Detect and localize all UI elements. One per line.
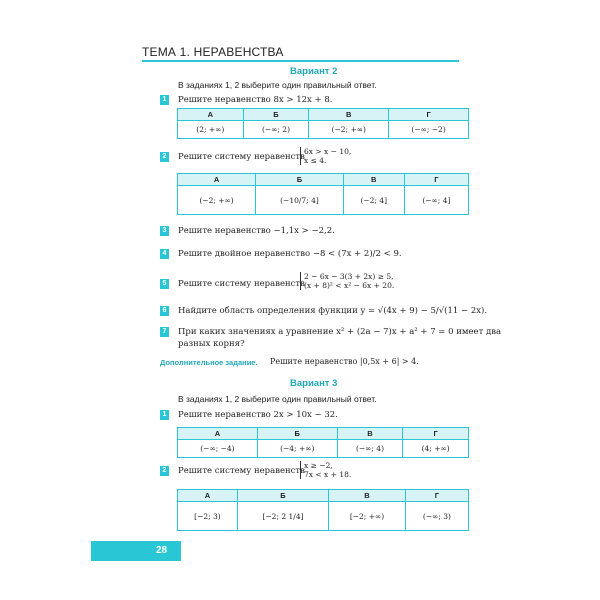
task-text: Решите систему неравенств	[178, 152, 305, 162]
answer-header: Г	[404, 174, 468, 186]
answer-option: (−∞; 3)	[405, 502, 468, 531]
answer-header: Г	[405, 490, 468, 502]
v3-task-1-answers	[177, 427, 469, 458]
system-line: 7x < x + 18.	[304, 470, 352, 479]
answer-header: Б	[243, 109, 309, 121]
answer-option: (−10/7; 4]	[256, 186, 344, 215]
answer-header: Г	[403, 428, 469, 440]
task-text: Решите систему неравенств	[178, 279, 305, 289]
answer-option: (−∞; −4)	[178, 440, 258, 458]
answer-option: [−2; 2 1/4]	[237, 502, 328, 531]
answer-header: Б	[256, 174, 344, 186]
answer-header: Б	[257, 428, 337, 440]
answer-header: В	[343, 174, 404, 186]
answer-option: (−4; +∞)	[257, 440, 337, 458]
answer-option: (−∞; 4]	[404, 186, 468, 215]
answer-header: В	[309, 109, 389, 121]
task-number: 4	[160, 249, 169, 259]
system-line: x ≤ 4.	[304, 156, 327, 165]
answer-header: А	[178, 109, 244, 121]
task-number: 6	[160, 306, 169, 316]
task-number: 7	[160, 327, 169, 337]
page-number-bar	[91, 541, 181, 561]
answer-header: А	[178, 428, 258, 440]
answer-header: В	[329, 490, 406, 502]
task-number: 3	[160, 226, 169, 236]
answer-option: (−∞; 4)	[337, 440, 403, 458]
system-line: x ≥ −2,	[304, 461, 333, 470]
v3-task-2-answers	[177, 489, 469, 531]
system-line: 2 − 6x − 3(3 + 2x) ≥ 5,	[304, 272, 394, 281]
theme-title: ТЕМА 1. НЕРАВЕНСТВА	[142, 45, 284, 59]
task-number: 1	[160, 410, 169, 420]
system-line: 6x > x − 10,	[304, 147, 352, 156]
answer-header: А	[178, 490, 238, 502]
variant-2-title: Вариант 2	[290, 66, 338, 77]
v2-task-1-answers	[177, 108, 469, 139]
extra-task-text: Решите неравенство |0,5x + 6| > 4.	[270, 357, 419, 366]
v2-task-5-system	[300, 272, 394, 290]
answer-option: (−2; 4]	[343, 186, 404, 215]
theme-divider	[142, 60, 459, 62]
answer-option: [−2; +∞)	[329, 502, 406, 531]
task-text: Решите неравенство 8x > 12x + 8.	[178, 95, 333, 105]
answer-option: (−2; +∞)	[309, 121, 389, 139]
answer-header: Г	[389, 109, 469, 121]
variant-3-instruction: В заданиях 1, 2 выберите один правильный ответ.	[178, 394, 377, 404]
variant-3-title: Вариант 3	[290, 378, 338, 389]
variant-2-instruction: В заданиях 1, 2 выберите один правильный ответ.	[178, 80, 377, 90]
answer-option: (−∞; 2)	[243, 121, 309, 139]
answer-header: В	[337, 428, 403, 440]
task-text: Найдите область определения функции y = √(4x + 9) − 5/√(11 − 2x).	[178, 306, 488, 316]
extra-task-label: Дополнительное задание.	[160, 358, 258, 367]
system-line: (x + 8)² < x² − 6x + 20.	[304, 281, 395, 290]
v2-task-2-system	[300, 147, 351, 165]
answer-header: Б	[237, 490, 328, 502]
answer-option: (2; +∞)	[178, 121, 244, 139]
v2-task-2-answers	[177, 173, 469, 215]
task-text: Решите неравенство −1,1x > −2,2.	[178, 226, 335, 236]
page-number: 28	[156, 545, 168, 556]
task-number: 5	[160, 279, 169, 289]
answer-option: [−2; 3)	[178, 502, 238, 531]
task-text: Решите систему неравенств	[178, 466, 305, 476]
answer-option: (4; +∞)	[403, 440, 469, 458]
answer-option: (−2; +∞)	[178, 186, 256, 215]
task-text: При каких значениях a уравнение x² + (2a − 7)x + a² + 7 = 0 имеет два	[178, 327, 502, 337]
answer-option: (−∞; −2)	[389, 121, 469, 139]
v2-task-7-text-cont: разных корня?	[178, 339, 245, 349]
v3-task-2-system	[300, 461, 351, 479]
answer-header: А	[178, 174, 256, 186]
task-number: 1	[160, 95, 169, 105]
task-text: Решите двойное неравенство −8 < (7x + 2)/2 < 9.	[178, 249, 402, 259]
task-number: 2	[160, 466, 169, 476]
task-text: Решите неравенство 2x > 10x − 32.	[178, 410, 338, 420]
task-number: 2	[160, 152, 169, 162]
